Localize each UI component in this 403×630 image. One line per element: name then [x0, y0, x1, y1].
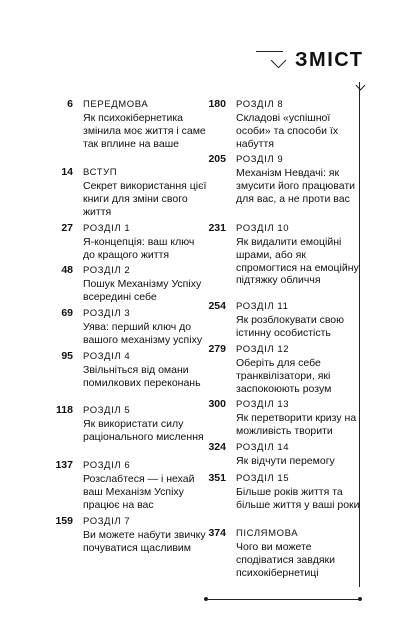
page-number: 324 — [208, 441, 226, 453]
section-label: ПІСЛЯМОВА — [236, 528, 299, 539]
section-label: РОЗДІЛ 1 — [83, 223, 131, 234]
page-number: 351 — [208, 472, 226, 484]
section-title: Ви можете набути звичку почуватися щасливим — [83, 529, 206, 554]
section-label: ПЕРЕДМОВА — [83, 99, 149, 110]
section-title: Оберіть для себе транквілізатори, які заспокоюють розум — [236, 357, 332, 395]
section-label: РОЗДІЛ 14 — [236, 442, 290, 453]
page-title: ЗМІСТ — [295, 49, 364, 71]
section-title: Чого ви можете сподіватися завдяки психокібернетиці — [236, 541, 335, 579]
section-title: Я-концепція: ваш ключ до кращого життя — [83, 236, 195, 261]
frame-corner-mark — [271, 53, 287, 69]
page-number: 231 — [208, 222, 226, 234]
page-number: 48 — [61, 264, 73, 276]
section-label: РОЗДІЛ 15 — [236, 473, 290, 484]
frame-right-tick — [356, 81, 366, 91]
page-number: 137 — [55, 459, 73, 471]
section-label: РОЗДІЛ 4 — [83, 351, 131, 362]
section-title: Як видалити емоційні шрами, або як спромогтися на емоційну підтяжку обличчя — [236, 236, 359, 287]
section-title: Як психокібернетика змінила моє життя і саме так вплине на ваше — [83, 112, 206, 150]
page-number: 279 — [208, 343, 226, 355]
section-title: Секрет використання цієї книги для зміни свого життя — [83, 180, 207, 218]
section-label: РОЗДІЛ 5 — [83, 405, 131, 416]
page-number: 27 — [61, 222, 73, 234]
frame-dot-left — [204, 597, 208, 601]
page-number: 159 — [55, 515, 73, 527]
page-number: 6 — [67, 98, 73, 110]
page-number: 95 — [61, 350, 73, 362]
page-number: 180 — [208, 98, 226, 110]
section-label: РОЗДІЛ 12 — [236, 344, 290, 355]
section-label: РОЗДІЛ 13 — [236, 399, 290, 410]
section-label: РОЗДІЛ 3 — [83, 308, 131, 319]
section-label: РОЗДІЛ 10 — [236, 223, 290, 234]
page-number: 300 — [208, 398, 226, 410]
page-number: 374 — [208, 527, 226, 539]
section-title: Як відчути перемогу — [236, 455, 335, 467]
section-title: Пошук Механізму Успіху всередині себе — [83, 278, 202, 303]
section-title: Як використати силу раціонального мислення — [83, 418, 204, 443]
section-title: Як перетворити кризу на можливість творити — [236, 412, 357, 437]
frame-dot-right — [358, 597, 362, 601]
section-title: Звільніться від омани помилкових переконань — [83, 364, 201, 389]
frame-line-top — [256, 51, 283, 52]
page-number: 205 — [208, 153, 226, 165]
section-label: РОЗДІЛ 8 — [236, 99, 284, 110]
section-title: Як розблокувати свою істинну особистість — [236, 314, 345, 339]
page-number: 69 — [61, 307, 73, 319]
section-label: РОЗДІЛ 6 — [83, 460, 131, 471]
section-title: Більше років життя та більше життя у ваші роки — [236, 486, 360, 511]
page-number: 118 — [56, 404, 73, 416]
section-title: Механізм Невдачі: як змусити його працювати для вас, а не проти вас — [236, 167, 356, 205]
page-number: 14 — [61, 166, 73, 178]
section-label: РОЗДІЛ 7 — [83, 516, 131, 527]
page-number: 254 — [208, 300, 226, 312]
section-label: РОЗДІЛ 2 — [83, 265, 131, 276]
section-label: РОЗДІЛ 11 — [236, 301, 289, 312]
section-title: Розслабтеся — і нехай ваш Механізм Успіху працює на вас — [83, 473, 195, 511]
section-label: РОЗДІЛ 9 — [236, 154, 284, 165]
frame-line-bottom — [206, 599, 362, 600]
section-title: Складові «успішної особи» та способи їх набуття — [236, 112, 339, 150]
section-label: ВСТУП — [83, 167, 118, 178]
section-title: Уява: перший ключ до вашого механізму успіху — [83, 321, 203, 346]
